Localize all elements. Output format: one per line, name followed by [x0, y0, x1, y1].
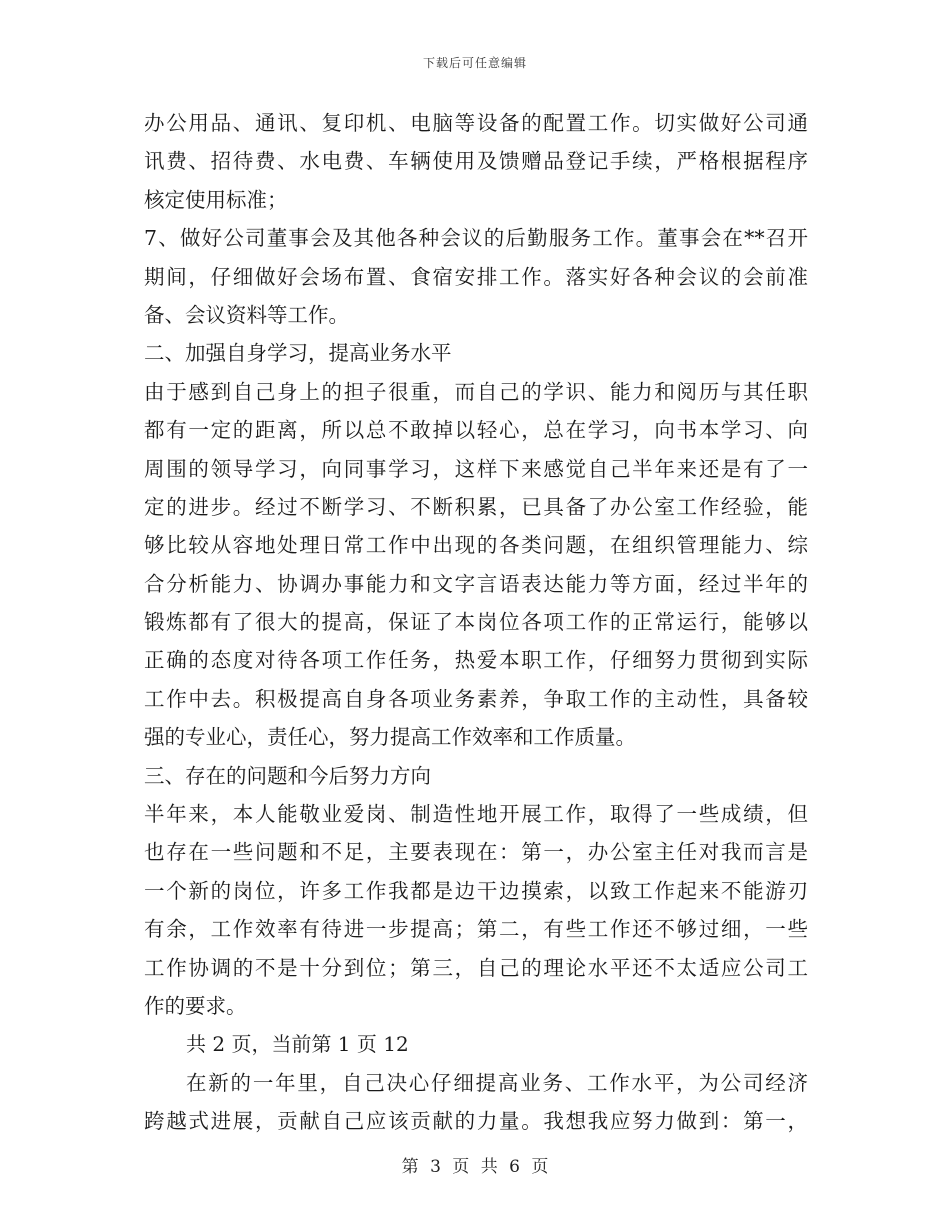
- text-line: 工作协调的不是十分到位；第三，自己的理论水平还不太适应公司工: [144, 955, 808, 980]
- page-footer: 第 3 页 共 6 页: [401, 1157, 549, 1177]
- inner-page-note: 共 2 页，当前第 1 页 12: [186, 1032, 409, 1057]
- text-line: 锻炼都有了很大的提高，保证了本岗位各项工作的正常运行，能够以: [144, 610, 808, 635]
- text-line: 够比较从容地处理日常工作中出现的各类问题，在组织管理能力、综: [144, 533, 808, 558]
- text-line: 工作中去。积极提高自身各项业务素养，争取工作的主动性，具备较: [144, 686, 808, 711]
- text-line: 合分析能力、协调办事能力和文字言语表达能力等方面，经过半年的: [144, 571, 808, 596]
- text-line: 讯费、招待费、水电费、车辆使用及馈赠品登记手续，严格根据程序: [144, 149, 808, 174]
- document-body: [144, 104, 808, 1141]
- text-line: 期间，仔细做好会场布置、食宿安排工作。落实好各种会议的会前准: [144, 264, 808, 289]
- text-line: 强的专业心，责任心，努力提高工作效率和工作质量。: [144, 725, 636, 750]
- text-line: 有余，工作效率有待进一步提高；第二，有些工作还不够过细，一些: [144, 917, 808, 942]
- section-heading: 三、存在的问题和今后努力方向: [144, 763, 431, 788]
- text-line: 7、做好公司董事会及其他各种会议的后勤服务工作。董事会在**召开: [144, 226, 808, 251]
- text-line: 备、会议资料等工作。: [144, 302, 349, 327]
- text-line: 定的进步。经过不断学习、不断积累，已具备了办公室工作经验，能: [144, 494, 808, 519]
- text-line: 正确的态度对待各项工作任务，热爱本职工作，仔细努力贯彻到实际: [144, 648, 808, 673]
- text-line: 都有一定的距离，所以总不敢掉以轻心，总在学习，向书本学习、向: [144, 418, 808, 443]
- text-line: 办公用品、通讯、复印机、电脑等设备的配置工作。切实做好公司通: [144, 111, 808, 135]
- text-line: 一个新的岗位，许多工作我都是边干边摸索，以致工作起来不能游刃: [144, 878, 808, 903]
- text-line: 由于感到自己身上的担子很重，而自己的学识、能力和阅历与其任职: [144, 379, 808, 404]
- text-line: 跨越式进展，贡献自己应该贡献的力量。我想我应努力做到：第一，: [144, 1109, 808, 1134]
- text-line: 在新的一年里，自己决心仔细提高业务、工作水平，为公司经济: [186, 1070, 808, 1095]
- text-line: 作的要求。: [144, 993, 247, 1018]
- section-heading: 二、加强自身学习，提高业务水平: [144, 341, 452, 366]
- page-header: 下载后可任意编辑: [422, 56, 527, 70]
- text-line: 周围的领导学习，向同事学习，这样下来感觉自己半年来还是有了一: [144, 456, 808, 481]
- text-line: 半年来，本人能敬业爱岗、制造性地开展工作，取得了一些成绩，但: [144, 802, 808, 827]
- text-line: 也存在一些问题和不足，主要表现在：第一，办公室主任对我而言是: [144, 840, 808, 865]
- text-line: 核定使用标准；: [144, 187, 288, 212]
